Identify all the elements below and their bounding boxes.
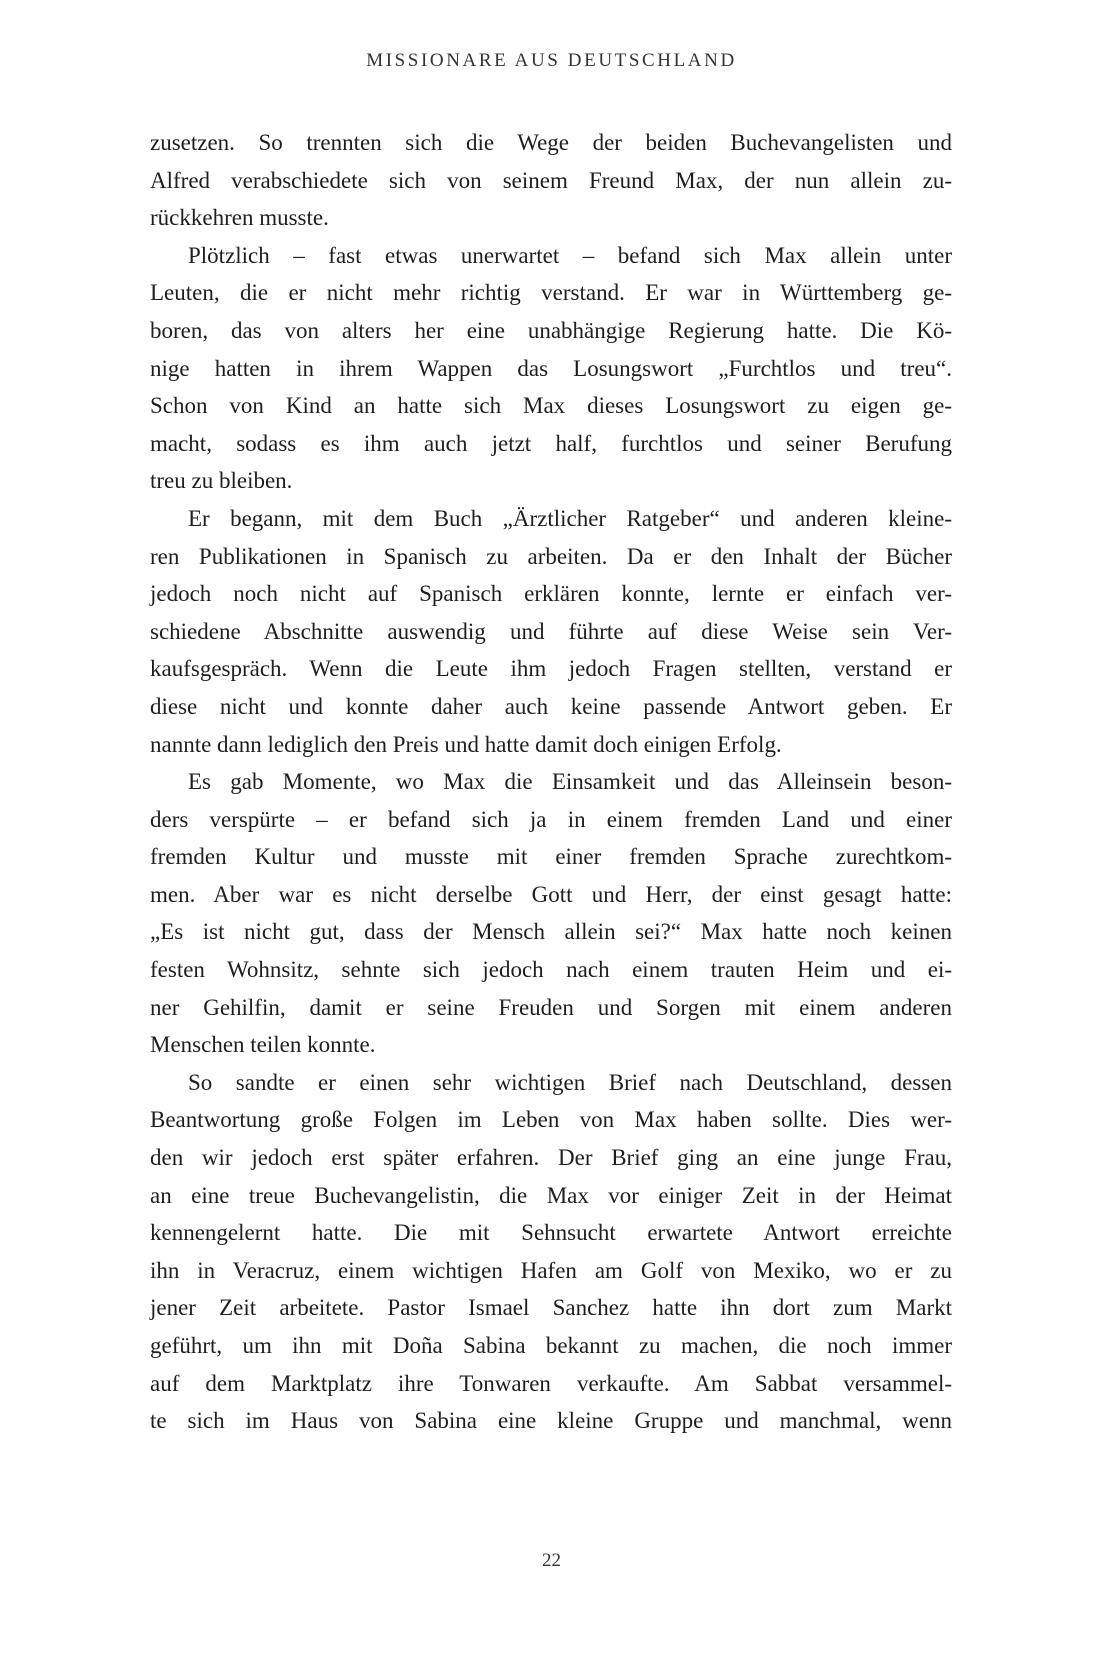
paragraph (150, 237, 952, 500)
text-line: an eine treue Buchevangelistin, die Max vor einiger Zeit in der Heimat (150, 1182, 952, 1208)
text-line: So sandte er einen sehr wichtigen Brief nach Deutschland, dessen (188, 1069, 952, 1095)
text-line: jedoch noch nicht auf Spanisch erklären konnte, lernte er einfach ver- (150, 581, 952, 607)
text-line: auf dem Marktplatz ihre Tonwaren verkaufte. Am Sabbat versammel- (150, 1370, 952, 1396)
paragraph (150, 763, 952, 1064)
text-line: Plötzlich – fast etwas unerwartet – befand sich Max allein unter (188, 242, 952, 268)
text-line: ner Gehilfin, damit er seine Freuden und Sorgen mit einem anderen (150, 994, 952, 1020)
text-line: „Es ist nicht gut, dass der Mensch allein sei?“ Max hatte noch keinen (150, 919, 952, 945)
text-line: boren, das von alters her eine unabhängige Regierung hatte. Die Kö- (150, 317, 952, 343)
text-line: diese nicht und konnte daher auch keine passende Antwort geben. Er (150, 693, 952, 719)
text-line: rückkehren musste. (150, 205, 329, 231)
page-number: 22 (542, 1550, 561, 1571)
paragraph (150, 500, 952, 763)
text-line: men. Aber war es nicht derselbe Gott und Herr, der einst gesagt hatte: (150, 881, 952, 907)
text-line: Menschen teilen konnte. (150, 1032, 376, 1058)
running-title: MISSIONARE AUS DEUTSCHLAND (366, 50, 737, 71)
text-line: den wir jedoch erst später erfahren. Der Brief ging an eine junge Frau, (150, 1145, 952, 1171)
text-line: festen Wohnsitz, sehnte sich jedoch nach einem trauten Heim und ei- (150, 957, 952, 983)
text-line: Alfred verabschiedete sich von seinem Freund Max, der nun allein zu- (150, 167, 952, 193)
text-line: schiedene Abschnitte auswendig und führte auf diese Weise sein Ver- (150, 618, 952, 644)
text-line: te sich im Haus von Sabina eine kleine Gruppe und manchmal, wenn (150, 1408, 952, 1434)
text-line: kaufsgespräch. Wenn die Leute ihm jedoch Fragen stellten, verstand er (150, 656, 952, 682)
text-line: ren Publikationen in Spanisch zu arbeiten. Da er den Inhalt der Bücher (150, 543, 952, 569)
text-line: nige hatten in ihrem Wappen das Losungswort „Furchtlos und treu“. (150, 355, 952, 381)
text-line: fremden Kultur und musste mit einer fremden Sprache zurechtkom- (150, 844, 952, 870)
text-line: Beantwortung große Folgen im Leben von Max haben sollte. Dies wer- (150, 1107, 952, 1133)
paragraph (150, 1064, 952, 1440)
text-line: jener Zeit arbeitete. Pastor Ismael Sanchez hatte ihn dort zum Markt (150, 1295, 952, 1321)
text-line: nannte dann lediglich den Preis und hatte damit doch einigen Erfolg. (150, 731, 782, 757)
text-line: treu zu bleiben. (150, 468, 293, 494)
text-line: Es gab Momente, wo Max die Einsamkeit und das Alleinsein beson- (188, 769, 952, 795)
text-line: zusetzen. So trennten sich die Wege der beiden Buchevangelisten und (150, 130, 952, 155)
text-line: ders verspürte – er befand sich ja in einem fremden Land und einer (150, 806, 952, 832)
text-line: Er begann, mit dem Buch „Ärztlicher Ratgeber“ und anderen kleine- (188, 505, 952, 531)
text-line: ihn in Veracruz, einem wichtigen Hafen am Golf von Mexiko, wo er zu (150, 1257, 952, 1283)
text-line: geführt, um ihn mit Doña Sabina bekannt zu machen, die noch immer (150, 1333, 952, 1358)
text-line: Leuten, die er nicht mehr richtig verstand. Er war in Württemberg ge- (150, 280, 952, 306)
paragraph (150, 124, 952, 237)
text-line: Schon von Kind an hatte sich Max dieses Losungswort zu eigen ge- (150, 393, 952, 419)
text-line: kennengelernt hatte. Die mit Sehnsucht erwartete Antwort erreichte (150, 1220, 952, 1246)
body-text (150, 124, 952, 1440)
text-line: macht, sodass es ihm auch jetzt half, furchtlos und seiner Berufung (150, 430, 952, 456)
